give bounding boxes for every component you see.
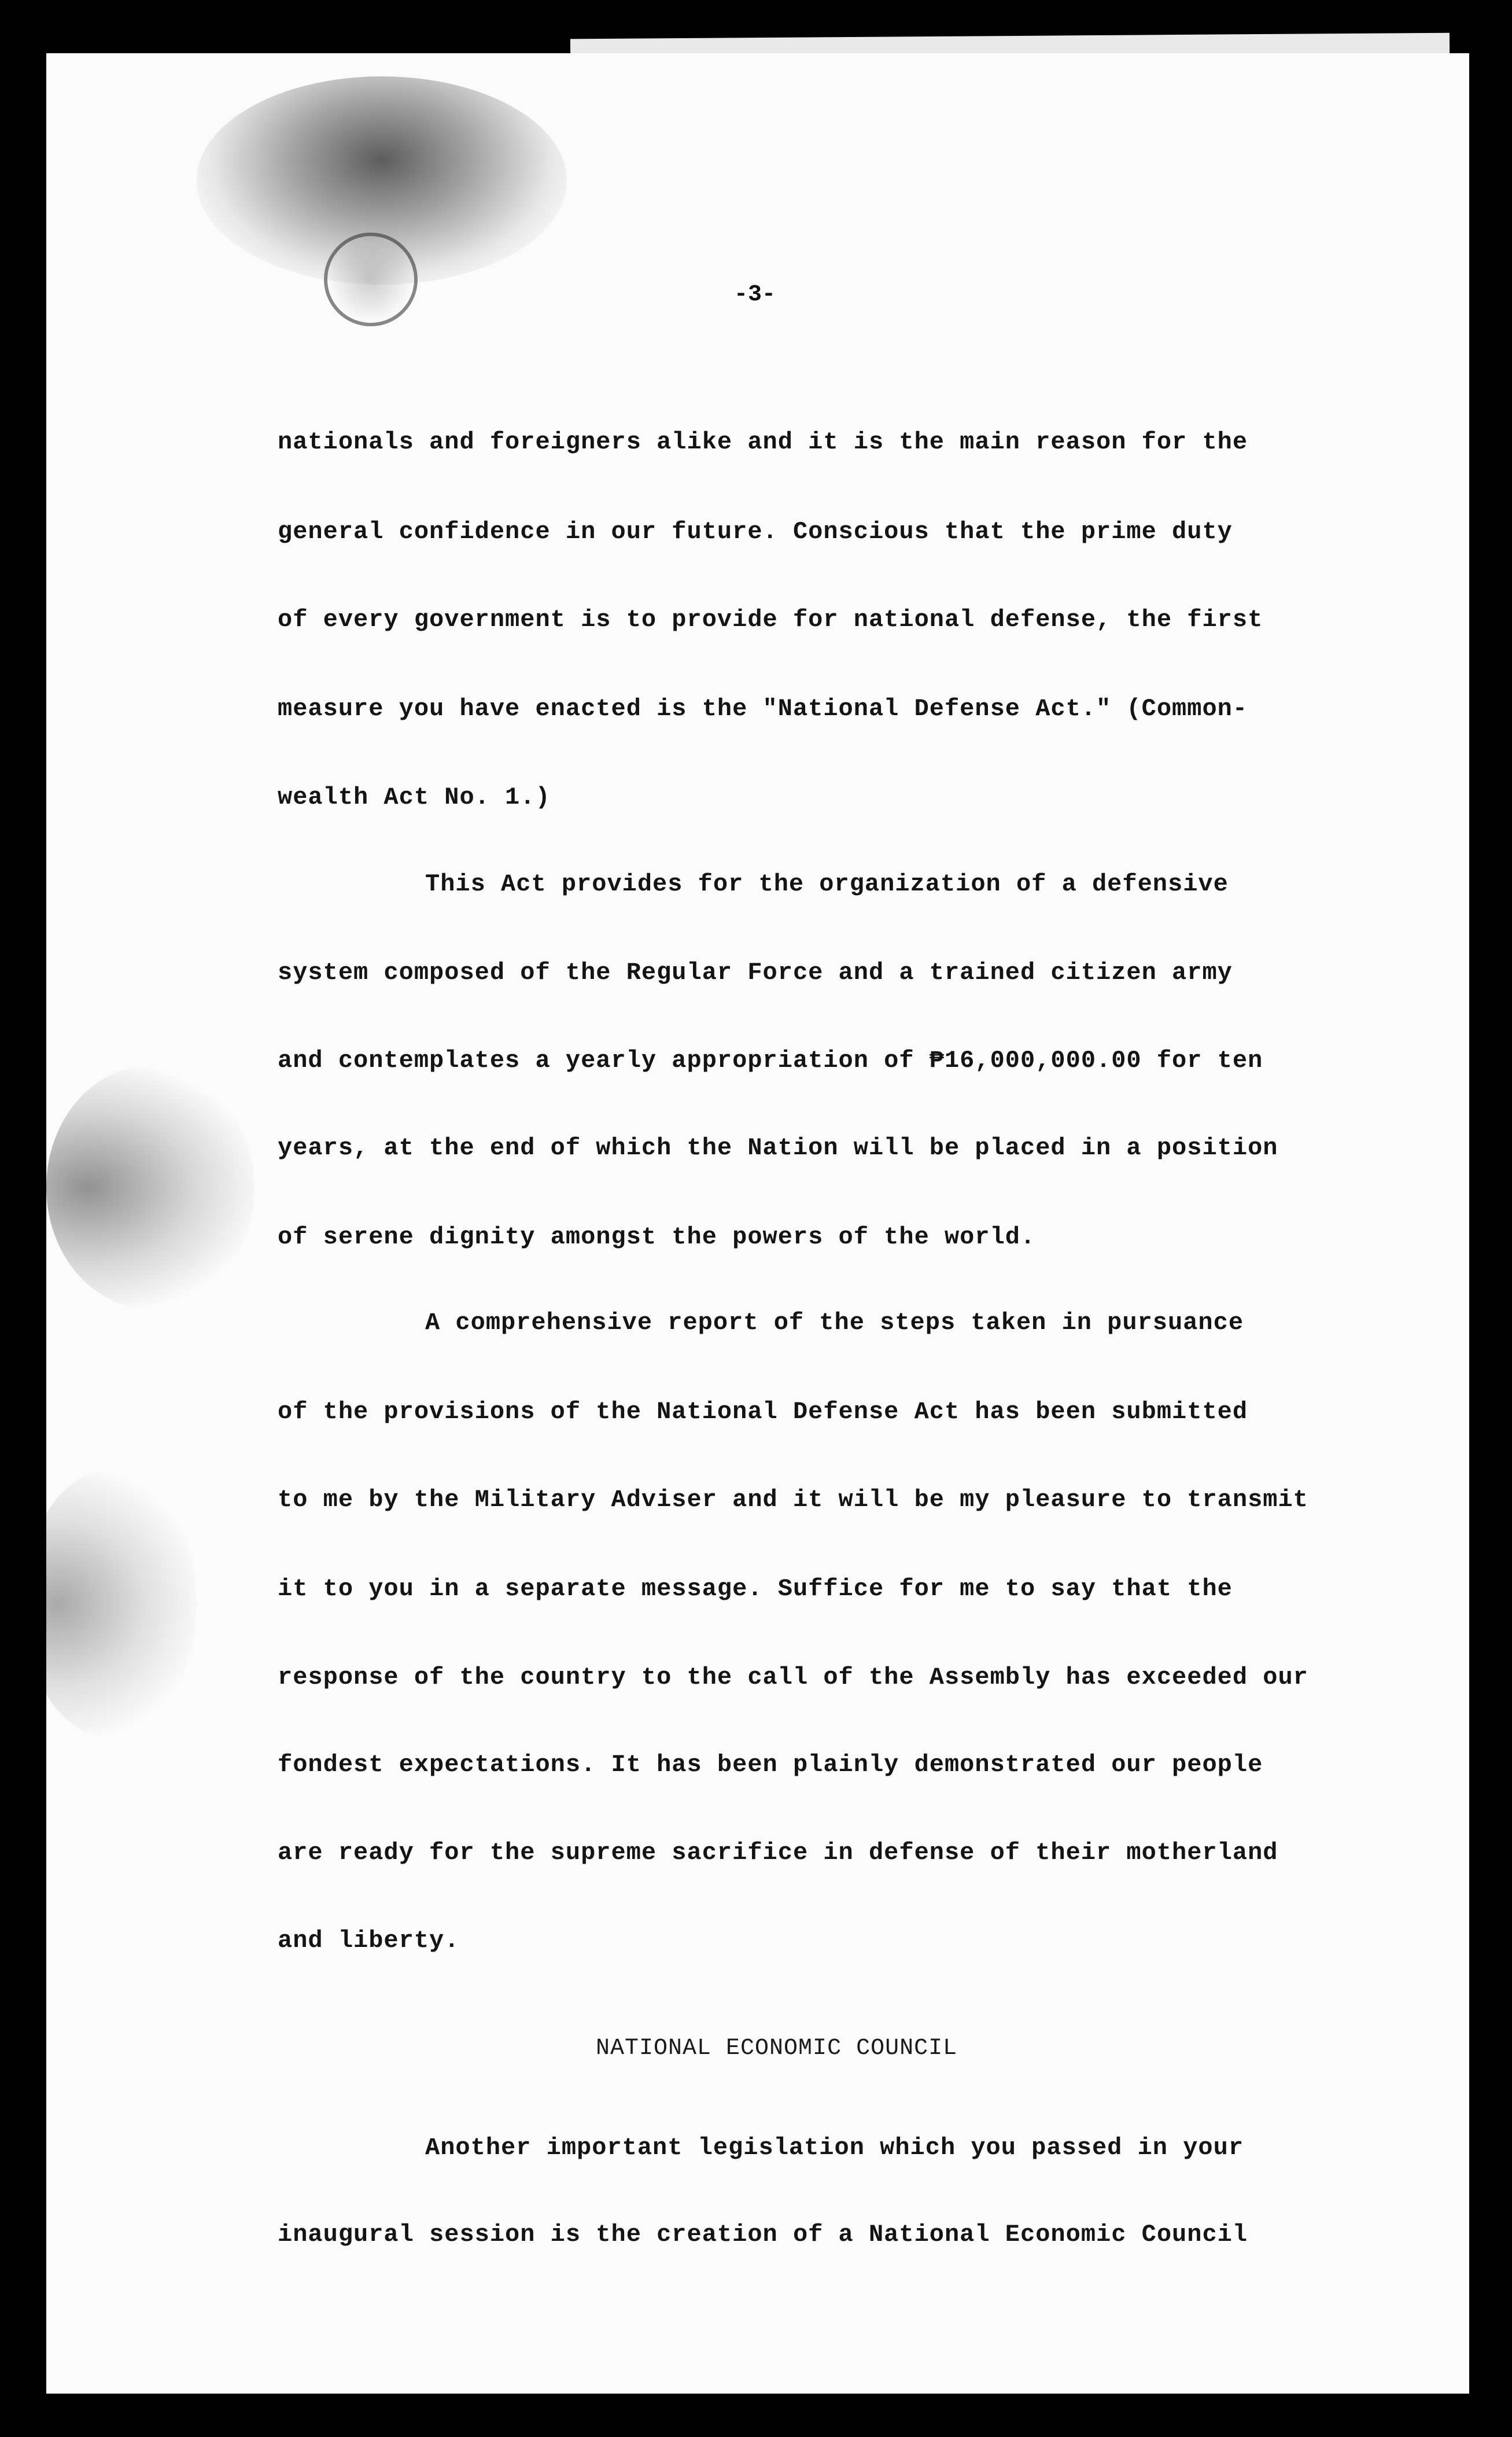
page-number: -3-	[733, 282, 776, 308]
paragraph-3-line-2: of the provisions of the National Defense Act has been submitted	[278, 1398, 1248, 1426]
paragraph-3-line-1: A comprehensive report of the steps taken in pursuance	[425, 1309, 1244, 1337]
paragraph-4-line-1: Another important legislation which you passed in your	[425, 2134, 1244, 2162]
paragraph-1-line-2: general confidence in our future. Conscious that the prime duty	[278, 518, 1233, 546]
paragraph-1-line-4: measure you have enacted is the "National Defense Act." (Common-	[278, 695, 1248, 723]
paragraph-2-line-1: This Act provides for the organization of a defensive	[425, 870, 1229, 898]
paragraph-3-line-8: and liberty.	[278, 1927, 460, 1954]
paragraph-1-line-1: nationals and foreigners alike and it is the main reason for the	[278, 428, 1248, 456]
paragraph-3-line-3: to me by the Military Adviser and it will be my pleasure to transmit	[278, 1486, 1308, 1514]
paragraph-3-line-5: response of the country to the call of the Assembly has exceeded our	[278, 1663, 1308, 1691]
paragraph-2-line-3: and contemplates a yearly appropriation of ₱16,000,000.00 for ten	[278, 1047, 1263, 1074]
ink-stain-ring	[324, 233, 418, 326]
paragraph-1-line-3: of every government is to provide for national defense, the first	[278, 606, 1263, 634]
paragraph-2-line-5: of serene dignity amongst the powers of the world.	[278, 1223, 1036, 1251]
ink-smudge-left-lower	[46, 1471, 197, 1737]
paragraph-2-line-4: years, at the end of which the Nation will be placed in a position	[278, 1134, 1278, 1162]
ink-smudge-top	[197, 76, 567, 285]
document-page	[46, 53, 1469, 2394]
paragraph-3-line-7: are ready for the supreme sacrifice in defense of their motherland	[278, 1839, 1278, 1867]
paragraph-4-line-2: inaugural session is the creation of a National Economic Council	[278, 2221, 1248, 2248]
paragraph-2-line-2: system composed of the Regular Force and a trained citizen army	[278, 959, 1233, 986]
paragraph-1-line-5: wealth Act No. 1.)	[278, 783, 551, 811]
paragraph-3-line-4: it to you in a separate message. Suffice for me to say that the	[278, 1575, 1233, 1603]
section-heading: NATIONAL ECONOMIC COUNCIL	[596, 2035, 958, 2061]
ink-smudge-left	[46, 1066, 255, 1309]
paragraph-3-line-6: fondest expectations. It has been plainly demonstrated our people	[278, 1751, 1263, 1779]
